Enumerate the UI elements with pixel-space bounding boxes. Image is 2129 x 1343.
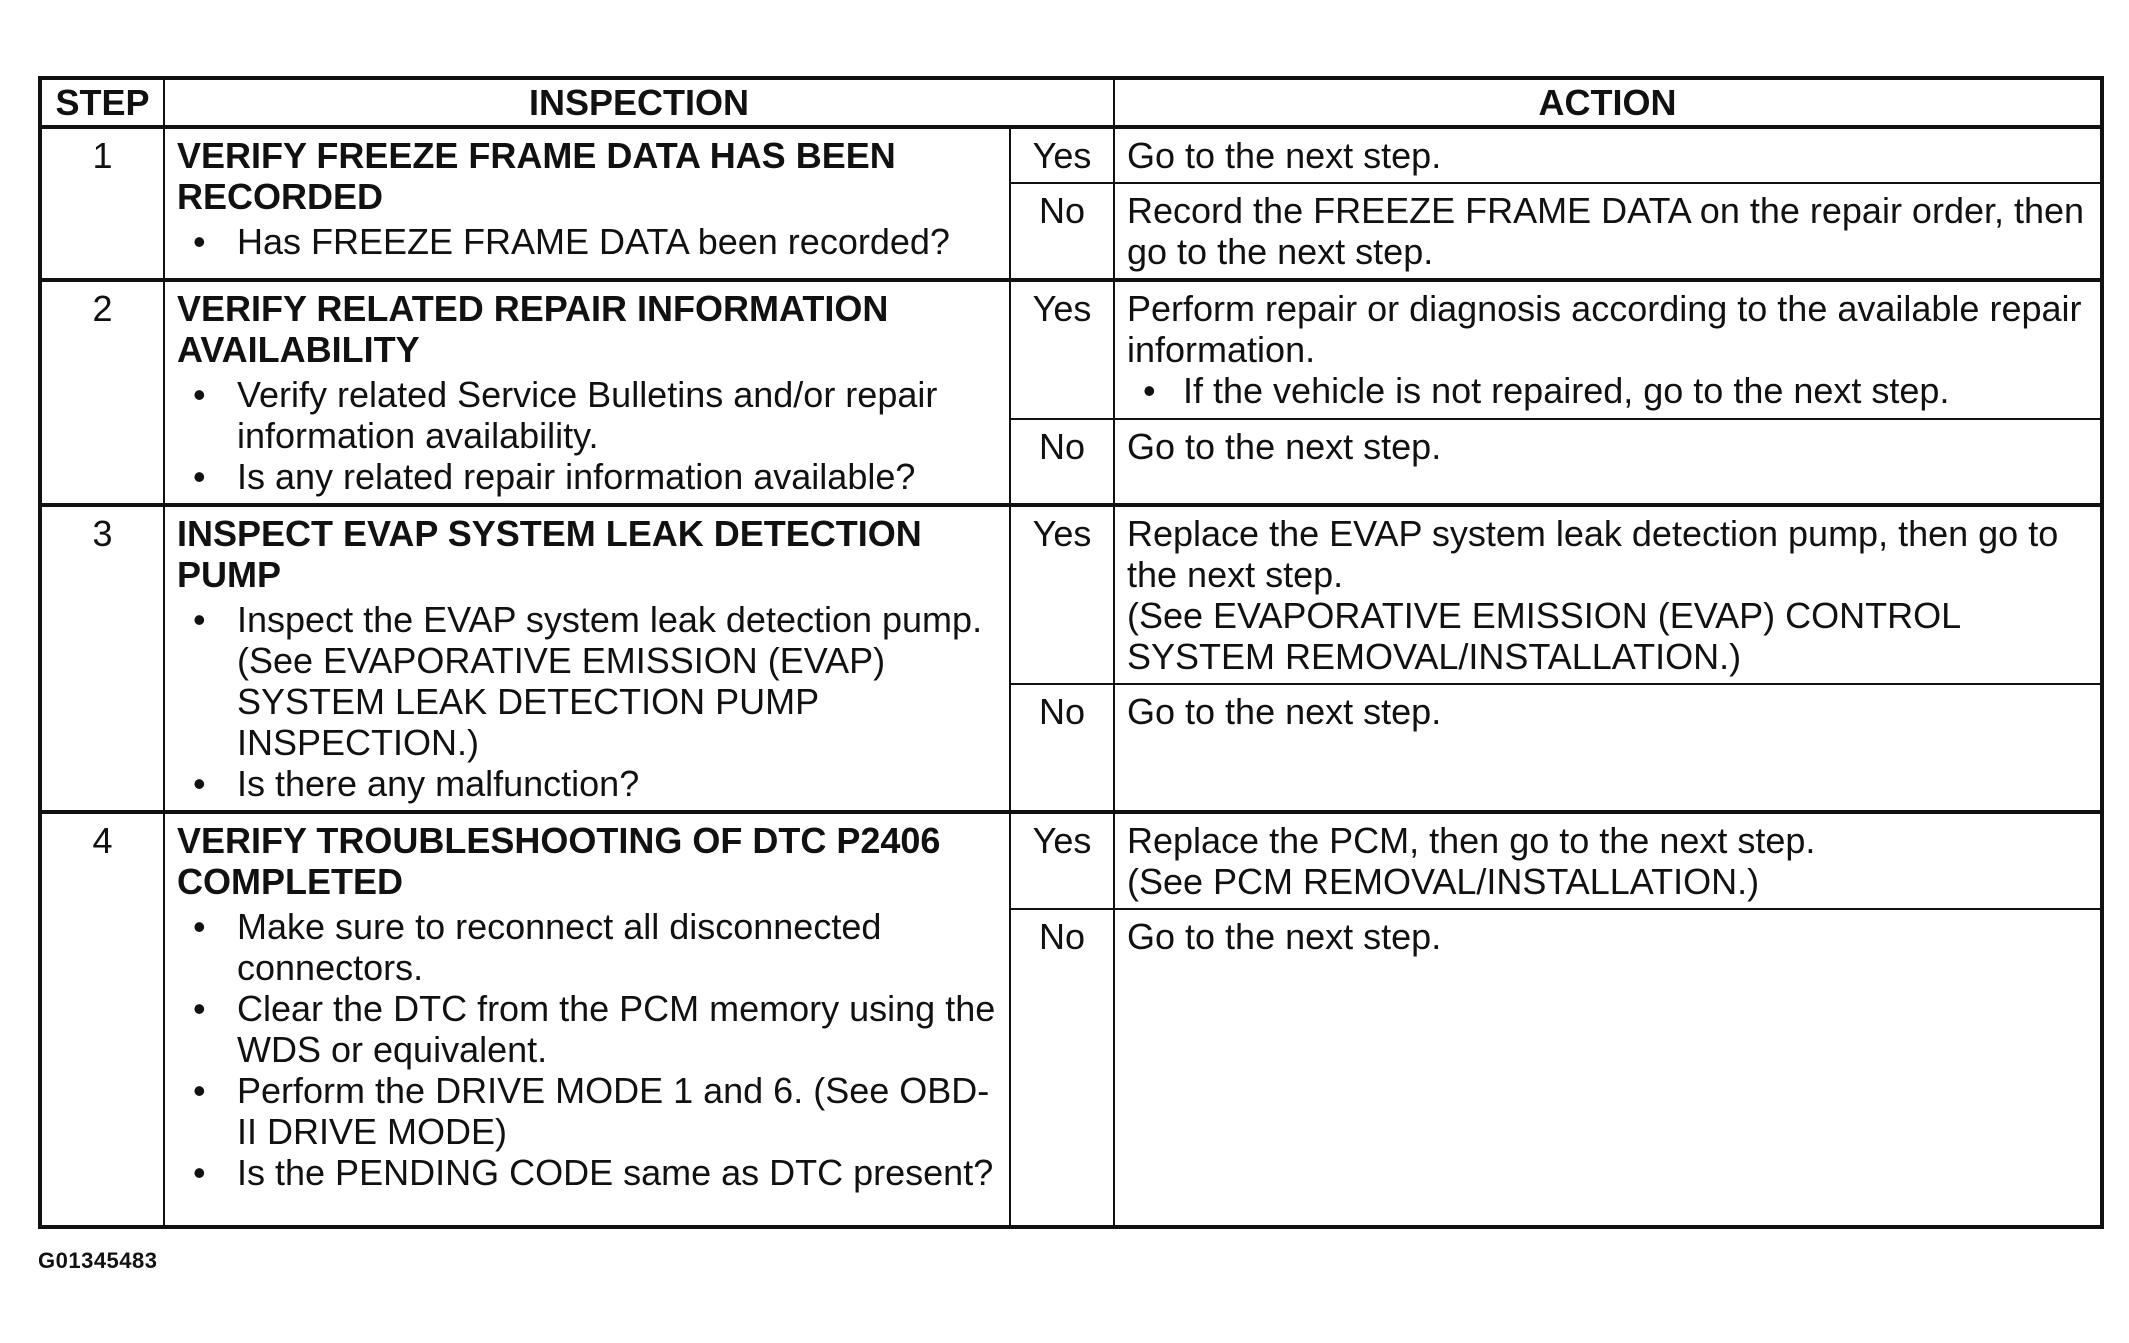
answer-yes: Yes: [1010, 505, 1114, 684]
action-text: Replace the PCM, then go to the next step.: [1127, 820, 1816, 861]
inspection-bullet: • Inspect the EVAP system leak detection pump. (See EVAPORATIVE EMISSION (EVAP) SYSTEM LEAK DETECTION PUMP INSPECTION.): [237, 599, 997, 763]
action-text: Go to the next step.: [1127, 135, 1442, 176]
action-text: Go to the next step.: [1127, 916, 1442, 957]
action-column-header: ACTION: [1114, 78, 2102, 127]
inspection-bullet: • Is the PENDING CODE same as DTC present?: [237, 1152, 997, 1193]
action-bullets: [1127, 370, 2088, 411]
step-number: 4: [40, 812, 164, 1227]
inspection-heading: VERIFY RELATED REPAIR INFORMATION AVAILABILITY: [177, 288, 889, 370]
step-1-yes-row: [40, 127, 2102, 183]
step-number: 2: [40, 280, 164, 505]
inspection-heading: VERIFY TROUBLESHOOTING OF DTC P2406 COMPLETED: [177, 820, 941, 902]
step-2-yes-row: [40, 280, 2102, 419]
answer-no: No: [1010, 684, 1114, 812]
action-cell: [1114, 419, 2102, 505]
inspection-bullets: [177, 906, 997, 1193]
inspection-cell: [164, 127, 1010, 280]
action-text: Go to the next step.: [1127, 691, 1442, 732]
inspection-cell: [164, 505, 1010, 812]
figure-id: G01345483: [38, 1248, 158, 1273]
inspection-bullet: • Make sure to reconnect all disconnected connectors.: [237, 906, 997, 988]
inspection-bullet: • Perform the DRIVE MODE 1 and 6. (See OBD-II DRIVE MODE): [237, 1070, 997, 1152]
inspection-bullets: [177, 374, 997, 497]
answer-no: No: [1010, 419, 1114, 505]
table-header-row: [40, 78, 2102, 127]
action-cell: [1114, 684, 2102, 812]
inspection-bullet: • Is any related repair information available?: [237, 456, 997, 497]
action-text: Replace the EVAP system leak detection pump, then go to the next step.: [1127, 513, 2059, 595]
inspection-column-header: INSPECTION: [164, 78, 1114, 127]
diagnostic-procedure-table: [38, 76, 2104, 1229]
inspection-bullet: • Verify related Service Bulletins and/or repair information availability.: [237, 374, 997, 456]
action-cell: [1114, 183, 2102, 280]
inspection-bullets: [177, 221, 997, 262]
action-cell: [1114, 812, 2102, 909]
action-text: Perform repair or diagnosis according to the available repair information.: [1127, 288, 2082, 370]
step-4-yes-row: [40, 812, 2102, 909]
step-number: 1: [40, 127, 164, 280]
answer-no: No: [1010, 909, 1114, 1227]
answer-yes: Yes: [1010, 280, 1114, 419]
answer-no: No: [1010, 183, 1114, 280]
action-reference: (See PCM REMOVAL/INSTALLATION.): [1127, 861, 1760, 902]
action-reference: (See EVAPORATIVE EMISSION (EVAP) CONTROL SYSTEM REMOVAL/INSTALLATION.): [1127, 595, 1960, 677]
step-number: 3: [40, 505, 164, 812]
step-column-header: STEP: [40, 78, 164, 127]
inspection-bullets: [177, 599, 997, 804]
inspection-heading: INSPECT EVAP SYSTEM LEAK DETECTION PUMP: [177, 513, 922, 595]
inspection-cell: [164, 812, 1010, 1227]
action-cell: [1114, 909, 2102, 1227]
step-3-yes-row: [40, 505, 2102, 684]
action-text: Record the FREEZE FRAME DATA on the repair order, then go to the next step.: [1127, 190, 2085, 272]
action-cell: [1114, 127, 2102, 183]
action-cell: [1114, 280, 2102, 419]
action-text: Go to the next step.: [1127, 425, 1442, 467]
answer-yes: Yes: [1010, 812, 1114, 909]
inspection-bullet: • Clear the DTC from the PCM memory using the WDS or equivalent.: [237, 988, 997, 1070]
answer-yes: Yes: [1010, 127, 1114, 183]
inspection-bullet: • Has FREEZE FRAME DATA been recorded?: [237, 221, 997, 262]
inspection-heading: VERIFY FREEZE FRAME DATA HAS BEEN RECORDED: [177, 135, 896, 217]
inspection-bullet: • Is there any malfunction?: [237, 763, 997, 804]
action-cell: [1114, 505, 2102, 684]
inspection-cell: [164, 280, 1010, 505]
action-bullet: • If the vehicle is not repaired, go to the next step.: [1183, 370, 2088, 411]
